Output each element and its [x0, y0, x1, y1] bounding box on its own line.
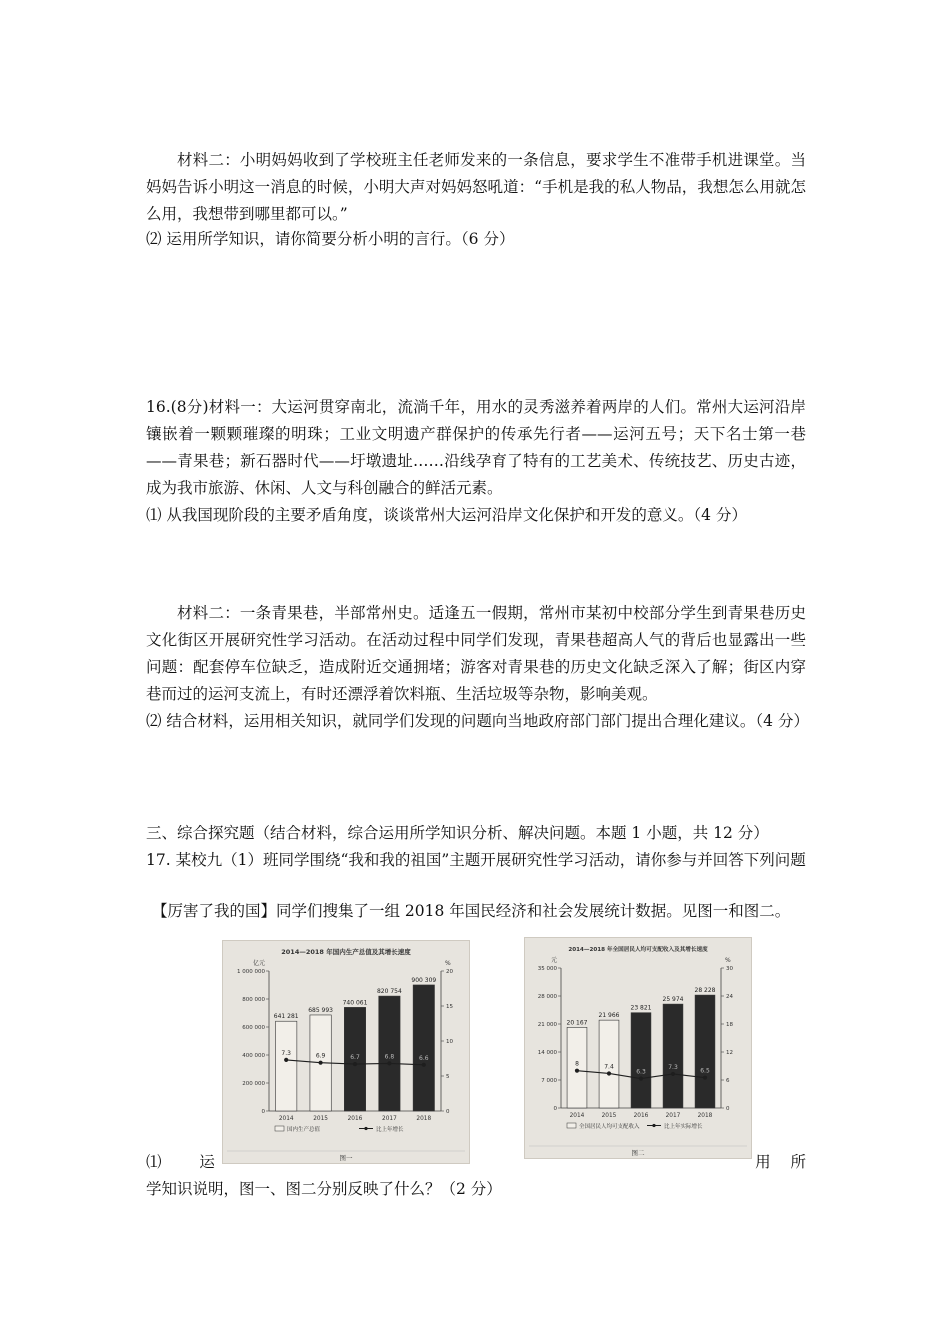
question-text: ⑵ 结合材料，运用相关知识，就同学们发现的问题向当地政府部门部门提出合理化建议。（4 分） — [146, 712, 809, 730]
growth-point — [575, 1069, 579, 1073]
growth-value-label: 6.3 — [636, 1068, 646, 1076]
section-three-heading — [146, 820, 806, 847]
question-number: ⑴ 运 — [146, 1153, 215, 1171]
intro-text: 【厉害了我的国】同学们搜集了一组 2018 年国民经济和社会发展统计数据。见图一和图二。 — [152, 902, 791, 920]
bar — [413, 985, 434, 1111]
x-tick-label: 2016 — [633, 1113, 649, 1119]
growth-value-label: 7.3 — [281, 1049, 291, 1057]
section-heading: 三、综合探究题（结合材料，综合运用所学知识分析、解决问题。本题 1 小题，共 12 分） — [146, 824, 769, 842]
bar-value-label: 25 974 — [662, 996, 684, 1004]
bar-value-label: 641 281 — [273, 1013, 299, 1021]
y-tick-label: 21 000 — [537, 1022, 557, 1028]
q17-stem — [146, 847, 806, 874]
q16-material-one — [146, 394, 806, 502]
question-text: ⑴ 从我国现阶段的主要矛盾角度，谈谈常州大运河沿岸文化保护和开发的意义。（4 分） — [146, 506, 747, 524]
growth-point — [422, 1063, 426, 1067]
material-one-text: 16.(8分)材料一：大运河贯穿南北，流淌千年，用水的灵秀滋养着两岸的人们。常州大运河沿岸镶嵌着一颗颗璀璨的明珠；工业文明遗产群保护的传承先行者——运河五号；天下名士第一巷——青果巷；新石器时代——圩墩遗址……沿线孕育了特有的工艺美术、传统技艺、历史古迹，成为我市旅游、休闲、人文与科创融合的鲜活元素。 — [146, 398, 806, 497]
bar — [631, 1013, 651, 1108]
figure-income — [524, 937, 752, 1159]
q15-question-2 — [146, 226, 806, 253]
y2-tick-label: 6 — [726, 1078, 730, 1084]
growth-value-label: 6.7 — [350, 1054, 360, 1062]
legend-line-label: 比上年实际增长 — [664, 1124, 703, 1130]
y2-tick-label: 0 — [446, 1109, 450, 1115]
gdp-chart — [223, 941, 469, 1163]
y-tick-label: 7 000 — [541, 1078, 557, 1084]
y-tick-label: 600 000 — [242, 1025, 265, 1031]
x-tick-label: 2017 — [382, 1116, 397, 1122]
bar-value-label: 23 821 — [630, 1004, 652, 1012]
growth-point — [319, 1061, 323, 1065]
y2-tick-label: 18 — [726, 1022, 733, 1028]
bar — [276, 1021, 297, 1111]
growth-point — [284, 1058, 288, 1062]
growth-value-label: 6.9 — [315, 1052, 326, 1060]
y-tick-label: 800 000 — [242, 997, 265, 1003]
y-tick-label: 0 — [553, 1106, 557, 1112]
growth-point — [607, 1071, 611, 1075]
x-tick-label: 2015 — [313, 1116, 328, 1122]
y2-tick-label: 30 — [726, 966, 733, 972]
growth-value-label: 6.5 — [700, 1067, 710, 1075]
question-text: ⑵ 运用所学知识，请你简要分析小明的言行。（6 分） — [146, 230, 515, 248]
bar-value-label: 820 754 — [376, 988, 402, 996]
x-tick-label: 2018 — [697, 1113, 713, 1119]
y2-tick-label: 24 — [726, 994, 733, 1000]
bar-value-label: 20 167 — [566, 1019, 588, 1027]
legend-line-label: 比上年增长 — [376, 1127, 404, 1133]
legend-bar-label: 国内生产总值 — [287, 1127, 321, 1133]
left-axis-unit: 亿元 — [252, 960, 265, 967]
right-axis-unit: % — [725, 957, 731, 964]
x-tick-label: 2016 — [347, 1116, 363, 1122]
y2-tick-label: 12 — [726, 1050, 733, 1056]
growth-value-label: 7.3 — [668, 1063, 678, 1071]
y-tick-label: 0 — [261, 1109, 265, 1115]
legend-line-marker — [364, 1127, 367, 1130]
bar-value-label: 21 966 — [598, 1012, 620, 1020]
y2-tick-label: 5 — [446, 1074, 450, 1080]
bar-value-label: 900 309 — [411, 976, 437, 984]
figure-caption: 图一 — [339, 1154, 353, 1162]
growth-value-label: 7.4 — [604, 1063, 614, 1071]
q15-material-two — [146, 147, 806, 228]
left-axis-unit: 元 — [550, 957, 557, 964]
growth-point — [671, 1072, 675, 1076]
figure-caption: 图二 — [631, 1149, 645, 1157]
material-two-text: 材料二：小明妈妈收到了学校班主任老师发来的一条信息，要求学生不准带手机进课堂。当妈妈告诉小明这一消息的时候，小明大声对妈妈怒吼道：“手机是我的私人物品，我想怎么用就怎么用，我想带到哪里都可以。” — [146, 151, 806, 223]
chart-title: 2014—2018 年全国居民人均可支配收入及其增长速度 — [568, 947, 708, 953]
q16-question-2 — [146, 708, 809, 735]
question-text: 学知识说明，图一、图二分别反映了什么？（2 分） — [146, 1180, 502, 1198]
y-tick-label: 400 000 — [242, 1053, 265, 1059]
growth-point — [387, 1061, 391, 1065]
growth-point — [703, 1076, 707, 1080]
figure-gdp — [222, 940, 470, 1164]
y-tick-label: 35 000 — [537, 966, 557, 972]
x-tick-label: 2017 — [665, 1113, 681, 1119]
x-tick-label: 2015 — [601, 1113, 617, 1119]
y2-tick-label: 15 — [446, 1004, 453, 1010]
bar-value-label: 740 061 — [342, 999, 368, 1007]
growth-value-label: 6.8 — [384, 1053, 395, 1061]
q16-material-two — [146, 600, 806, 708]
bar-value-label: 685 993 — [308, 1006, 334, 1014]
x-tick-label: 2014 — [569, 1113, 585, 1119]
y2-tick-label: 20 — [446, 969, 453, 975]
growth-value-label: 8 — [575, 1060, 579, 1068]
y-tick-label: 28 000 — [537, 994, 557, 1000]
right-axis-unit: % — [445, 960, 451, 967]
legend-bar-swatch — [275, 1126, 284, 1131]
growth-point — [639, 1077, 643, 1081]
y-tick-label: 1 000 000 — [237, 969, 265, 975]
x-tick-label: 2018 — [416, 1116, 432, 1122]
q17-intro — [146, 898, 806, 925]
q17-text: 17. 某校九（1）班同学围绕“我和我的祖国”主题开展研究性学习活动，请你参与并回答下列问题 — [146, 851, 806, 869]
legend-line-marker — [652, 1124, 655, 1127]
y-tick-label: 200 000 — [242, 1081, 265, 1087]
material-two-text: 材料二：一条青果巷，半部常州史。适逢五一假期，常州市某初中校部分学生到青果巷历史文化街区开展研究性学习活动。在活动过程中同学们发现，青果巷超高人气的背后也显露出一些问题：配套停车位缺乏，造成附近交通拥堵；游客对青果巷的历史文化缺乏深入了解；街区内穿巷而过的运河支流上，有时还漂浮着饮料瓶、生活垃圾等杂物，影响美观。 — [146, 604, 806, 703]
q16-question-1 — [146, 502, 806, 529]
bar — [663, 1004, 683, 1108]
y-tick-label: 14 000 — [537, 1050, 557, 1056]
bar — [695, 995, 715, 1108]
growth-value-label: 6.6 — [419, 1054, 429, 1062]
question-word: 用 所 — [755, 1153, 806, 1171]
y2-tick-label: 0 — [726, 1106, 730, 1112]
income-chart — [525, 938, 751, 1158]
legend-bar-swatch — [567, 1123, 576, 1128]
bar-value-label: 28 228 — [694, 987, 716, 995]
growth-point — [353, 1062, 357, 1066]
legend-bar-label: 全国居民人均可支配收入 — [579, 1124, 640, 1130]
chart-title: 2014—2018 年国内生产总值及其增长速度 — [281, 948, 411, 956]
x-tick-label: 2014 — [278, 1116, 294, 1122]
y2-tick-label: 10 — [446, 1039, 453, 1045]
